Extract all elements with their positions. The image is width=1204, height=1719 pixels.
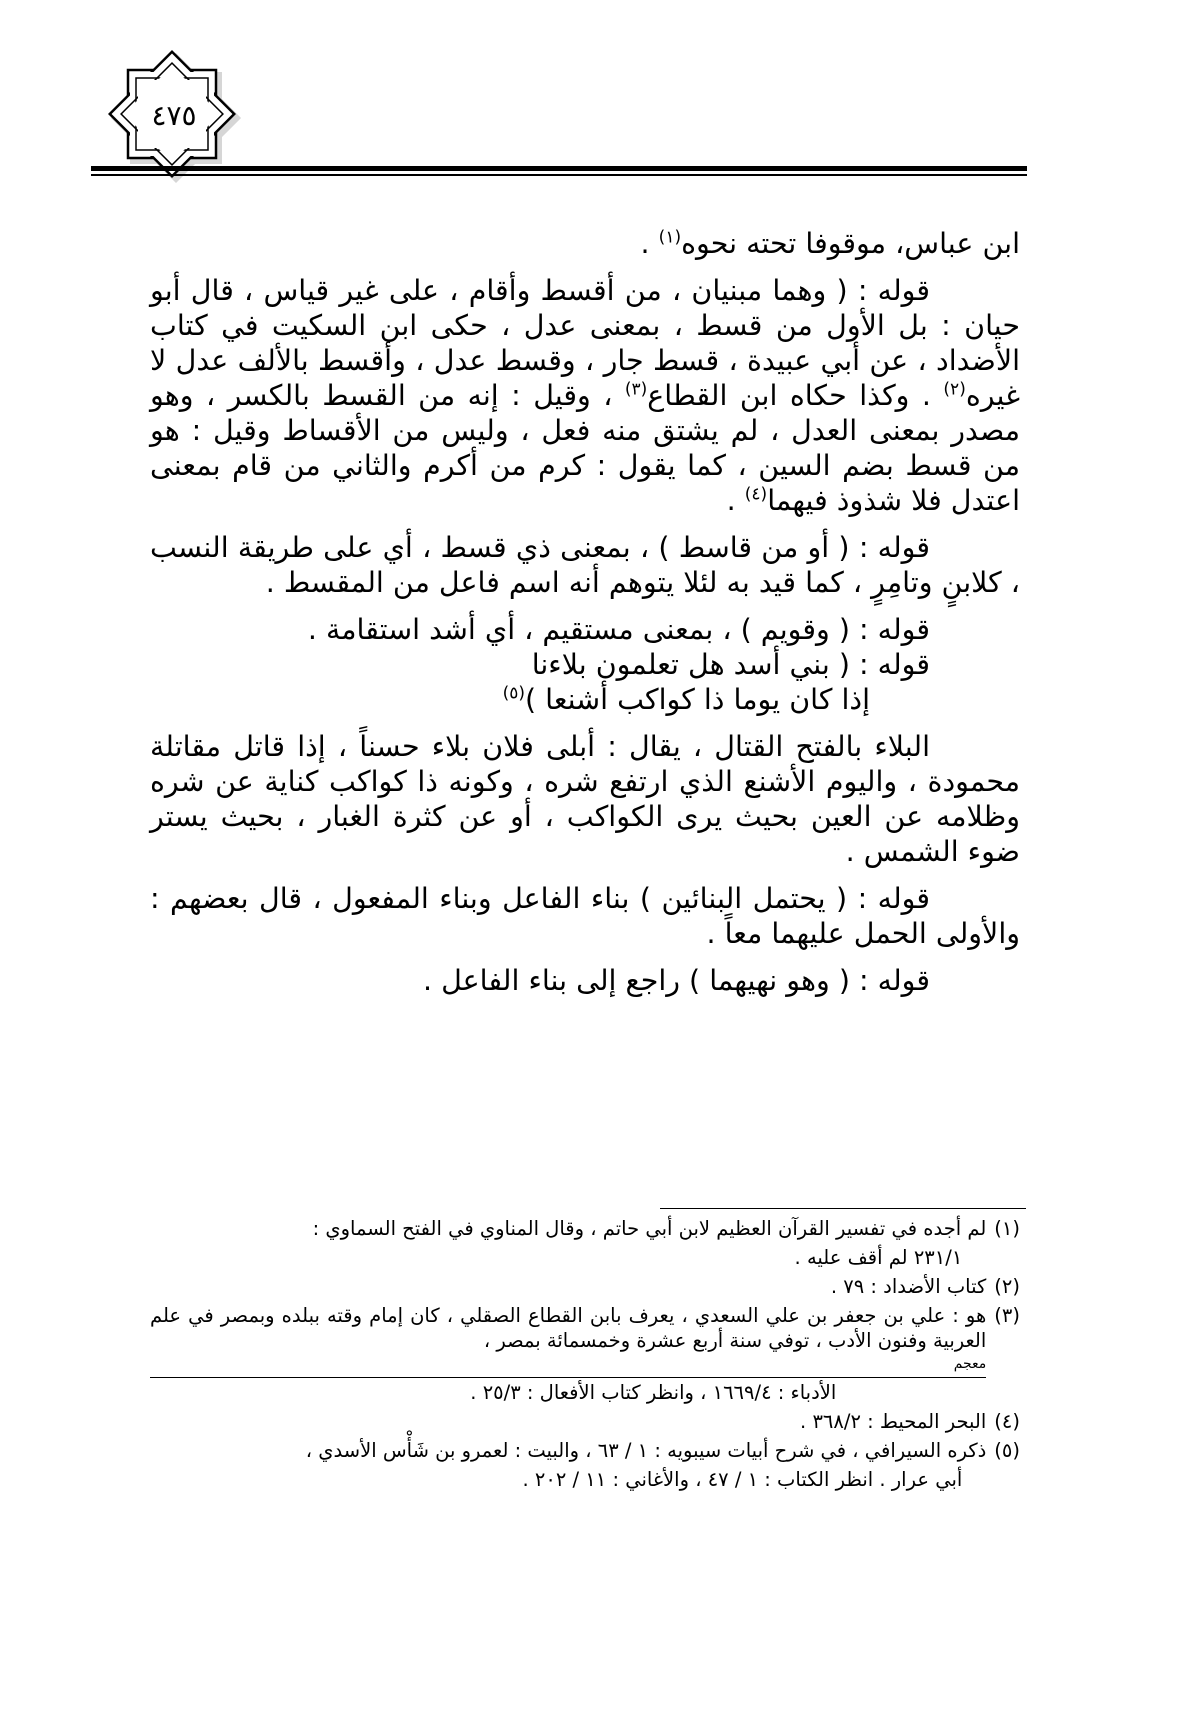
paragraph-qawluhu-1: قوله : ( وهما مبنيان ، من أقسط وأقام ، على غير قياس ، قال أبو حيان : بل الأول من قسط ، بمعنى عدل ، حكى ابن السكيت في كتاب الأضداد ، عن أبي عبيدة ، قسط جار ، وقسط عدل ، وأقسط بالألف عدل لا غيره$^{(٢)}$ . وكذا حكاه ابن القطاع$^{(٣)}$ ، وقيل : إنه من القسط بالكسر ، وهو مصدر بمعنى العدل ، لم يشتق منه فعل ، وليس من الأقساط وقيل : هو من قسط بضم السين ، كما يقول : كرم من أكرم والثاني من قام بمعنى اعتدل فلا شذوذ فيهما$^{(٤)}$ . bbox=[150, 274, 1020, 517]
footnote-inline-rule bbox=[150, 1377, 986, 1378]
footnote-ref-3[interactable]: (٣) bbox=[624, 379, 648, 400]
paragraph-qawluhu-5: قوله : ( وهو نهيهما ) راجع إلى بناء الفاعل . bbox=[422, 964, 930, 997]
header-rule-thin bbox=[91, 174, 1027, 176]
main-text bbox=[150, 226, 1020, 1010]
footnote-ref-4[interactable]: (٤) bbox=[744, 484, 768, 505]
footnote-3: (٣) هو : علي بن جعفر بن علي السعدي ، يعرف بابن القطاع الصقلي ، كان إمام وقته ببلده وبمصر في علم العربية وفنون الأدب ، توفي سنة أربع عشرة وخمسمائة بمصر ، معجم الأدباء : ١٦٦٩/٤ ، وانظر كتاب الأفعال : ٢٥/٣ . bbox=[150, 1304, 1020, 1404]
page-number-badge bbox=[104, 46, 244, 186]
paragraph-qawluhu-verse: قوله : ( بني أسد هل تعلمون بلاءنا bbox=[531, 648, 930, 681]
footnote-1: (١) لم أجده في تفسير القرآن العظيم لابن أبي حاتم ، وقال المناوي في الفتح السماوي : ٢٣١/١ لم أقف عليه . bbox=[312, 1217, 1020, 1269]
paragraph-qawluhu-2: قوله : ( أو من قاسط ) ، بمعنى ذي قسط ، أي على طريقة النسب ، كلابنٍ وتامِرٍ ، كما قيد به لئلا يتوهم أنه اسم فاعل من المقسط . bbox=[150, 531, 1020, 599]
footnote-4: (٤) البحر المحيط : ٣٦٨/٢ . bbox=[800, 1410, 1020, 1433]
paragraph-qawluhu-4: قوله : ( يحتمل البنائين ) بناء الفاعل وبناء المفعول ، قال بعضهم : والأولى الحمل عليهما معاً . bbox=[150, 882, 1020, 950]
verse-line-2: إذا كان يوما ذا كواكب أشنعا )$^{(٥)}$ bbox=[502, 683, 870, 716]
footnotes bbox=[150, 1216, 1020, 1496]
header-rule-thick bbox=[91, 166, 1027, 171]
footnote-2: (٢) كتاب الأضداد : ٧٩ . bbox=[830, 1275, 1020, 1298]
paragraph-qawluhu-3: قوله : ( وقويم ) ، بمعنى مستقيم ، أي أشد استقامة . bbox=[307, 613, 930, 646]
paragraph-explanation: البلاء بالفتح القتال ، يقال : أبلى فلان بلاء حسناً ، إذا قاتل مقاتلة محمودة ، واليوم الأشنع الذي ارتفع شره ، وكونه ذا كواكب كناية عن شره وظلامه عن العين بحيث يرى الكواكب ، أو عن كثرة الغبار ، بحيث يستر ضوء الشمس . bbox=[150, 730, 1020, 868]
footnote-ref-5[interactable]: (٥) bbox=[502, 683, 525, 704]
footnote-ref-2[interactable]: (٢) bbox=[943, 379, 966, 400]
footnote-5: (٥) ذكره السيرافي ، في شرح أبيات سيبويه : ١ / ٦٣ ، والبيت : لعمرو بن شَأْس الأسدي ، أبي عرار . انظر الكتاب : ١ / ٤٧ ، والأغاني : ١١ / ٢٠٢ . bbox=[305, 1439, 1020, 1491]
footnote-ref-1[interactable]: (١) bbox=[658, 227, 682, 248]
footnote-separator bbox=[660, 1208, 1026, 1209]
page-number: ٤٧٥ bbox=[151, 99, 197, 132]
paragraph-continuation: ابن عباس، موقوفا تحته نحوه$^{(١)}$ . bbox=[640, 227, 1020, 260]
